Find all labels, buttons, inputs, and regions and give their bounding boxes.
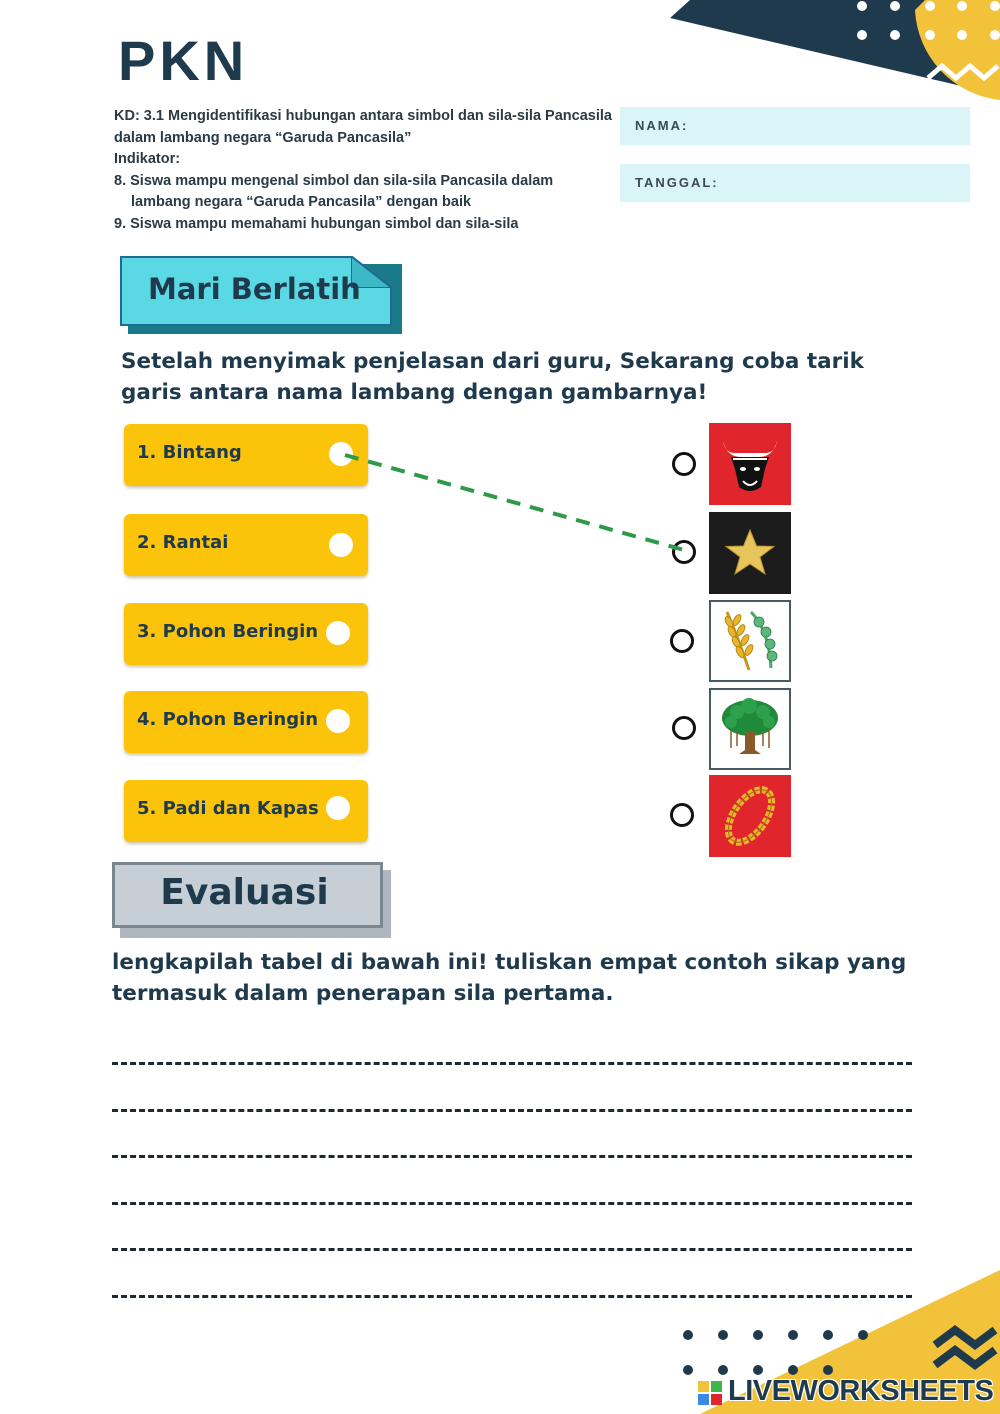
answer-line[interactable] xyxy=(112,1172,912,1205)
star-icon xyxy=(709,512,791,594)
page-title: PKN xyxy=(118,29,249,92)
connector-dot[interactable] xyxy=(326,796,350,820)
section-heading-evaluasi: Evaluasi xyxy=(160,872,329,913)
connector-dot[interactable] xyxy=(329,442,353,466)
chain-icon xyxy=(709,775,791,857)
answer-line[interactable] xyxy=(112,1032,912,1065)
nama-field[interactable]: NAMA: xyxy=(620,107,970,145)
indikator-8: 8. Siswa mampu mengenal simbol dan sila-sila Pancasila dalam lambang negara “Garuda Pancasila” dengan baik xyxy=(114,172,554,210)
match-item-label: 4. Pohon Beringin xyxy=(137,709,319,730)
liveworksheets-logo-icon xyxy=(698,1381,722,1405)
symbol-ring-3[interactable] xyxy=(670,629,694,653)
match-item-label: 1. Bintang xyxy=(137,442,242,463)
symbol-ring-4[interactable] xyxy=(672,716,696,740)
match-item-3[interactable] xyxy=(124,603,368,665)
section-heading-latihan: Mari Berlatih xyxy=(148,272,361,306)
match-item-label: 2. Rantai xyxy=(137,532,229,553)
kd-line: KD: 3.1 Mengidentifikasi hubungan antara simbol dan sila-sila Pancasila dalam lambang negara “Garuda Pancasila” xyxy=(114,108,612,146)
symbol-ring-1[interactable] xyxy=(672,452,696,476)
answer-line[interactable] xyxy=(112,1079,912,1112)
connector-dot[interactable] xyxy=(329,533,353,557)
match-item-2[interactable] xyxy=(124,514,368,576)
brand-text: LIVEWORKSHEETS xyxy=(728,1375,994,1407)
symbol-ring-2[interactable] xyxy=(672,540,696,564)
answer-line[interactable] xyxy=(112,1218,912,1251)
symbol-ring-5[interactable] xyxy=(670,803,694,827)
banyan-tree-icon xyxy=(709,688,791,770)
connector-dot[interactable] xyxy=(326,709,350,733)
rice-cotton-icon xyxy=(709,600,791,682)
indikator-9: 9. Siswa mampu memahami hubungan simbol dan sila-sila xyxy=(114,215,519,232)
tanggal-field[interactable]: TANGGAL: xyxy=(620,164,970,202)
indikator-label: Indikator: xyxy=(114,151,181,167)
competency-text xyxy=(114,106,614,235)
match-item-4[interactable] xyxy=(124,691,368,753)
latihan-instruction: Setelah menyimak penjelasan dari guru, Sekarang coba tarik garis antara nama lambang dengan gambarnya! xyxy=(121,349,864,405)
match-item-label: 3. Pohon Beringin xyxy=(137,621,319,642)
bull-head-icon xyxy=(709,423,791,505)
evaluasi-instruction: lengkapilah tabel di bawah ini! tuliskan empat contoh sikap yang termasuk dalam penerapan sila pertama. xyxy=(112,950,907,1006)
answer-line[interactable] xyxy=(112,1125,912,1158)
match-item-label: 5. Padi dan Kapas xyxy=(137,798,319,819)
connector-dot[interactable] xyxy=(326,621,350,645)
match-item-5[interactable] xyxy=(124,780,368,842)
match-item-1[interactable] xyxy=(124,424,368,486)
